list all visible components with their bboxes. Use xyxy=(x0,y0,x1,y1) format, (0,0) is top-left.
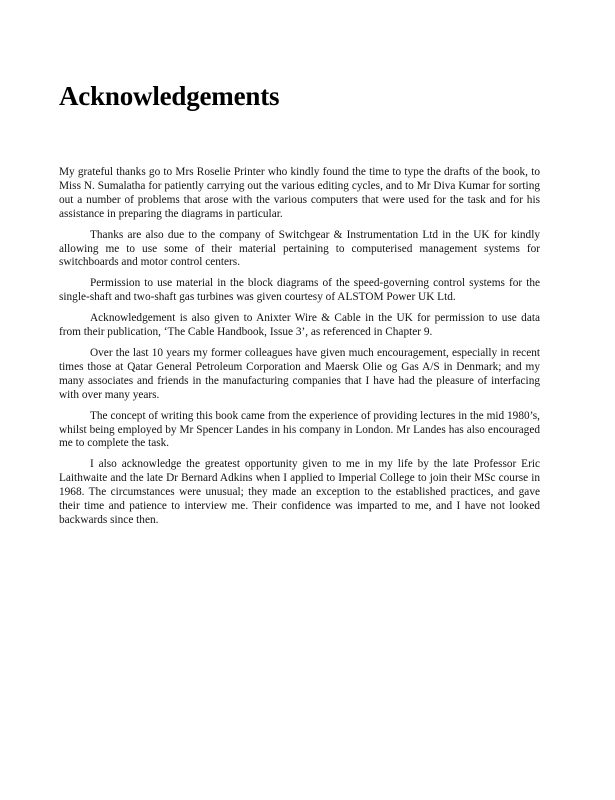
paragraph-imperial-college: I also acknowledge the greatest opportunity given to me in my life by the late Professor Eric Laithwaite and the late Dr Bernard Adkins when I applied to Imperial College to join their MSc course in 1968. The circumstances were unusual; they made an exception to the established practices, and gave their time and patience to interview me. Their confidence was imparted to me, and I have not looked backwards since then. xyxy=(59,458,540,526)
body-text xyxy=(59,166,540,535)
paragraph-concept: The concept of writing this book came from the experience of providing lectures in the mid 1980’s, whilst being employed by Mr Spencer Landes in his company in London. Mr Landes has also encouraged me to complete the task. xyxy=(59,409,540,450)
paragraph-anixter: Acknowledgement is also given to Anixter Wire & Cable in the UK for permission to use data from their publication, ‘The Cable Handbook, Issue 3’, as referenced in Chapter 9. xyxy=(59,312,540,339)
paragraph-thanks-printer: My grateful thanks go to Mrs Roselie Printer who kindly found the time to type the drafts of the book, to Miss N. Sumalatha for patiently carrying out the various editing cycles, and to Mr Diva Kumar for sorting out a number of problems that arose with the various computers that were used for the task and for his assistance in preparing the diagrams in particular. xyxy=(59,166,540,220)
paragraph-switchgear: Thanks are also due to the company of Switchgear & Instrumentation Ltd in the UK for kindly allowing me to use some of their material pertaining to computerised management systems for switchboards and motor control centers. xyxy=(59,228,540,269)
page-title: Acknowledgements xyxy=(59,81,280,111)
paragraph-alstom: Permission to use material in the block diagrams of the speed-governing control systems for the single-shaft and two-shaft gas turbines was given courtesy of ALSTOM Power UK Ltd. xyxy=(59,277,540,304)
paragraph-colleagues: Over the last 10 years my former colleagues have given much encouragement, especially in recent times those at Qatar General Petroleum Corporation and Maersk Olie og Gas A/S in Denmark; and my many associates and friends in the manufacturing companies that I have had the pleasure of interfacing with over many years. xyxy=(59,346,540,401)
